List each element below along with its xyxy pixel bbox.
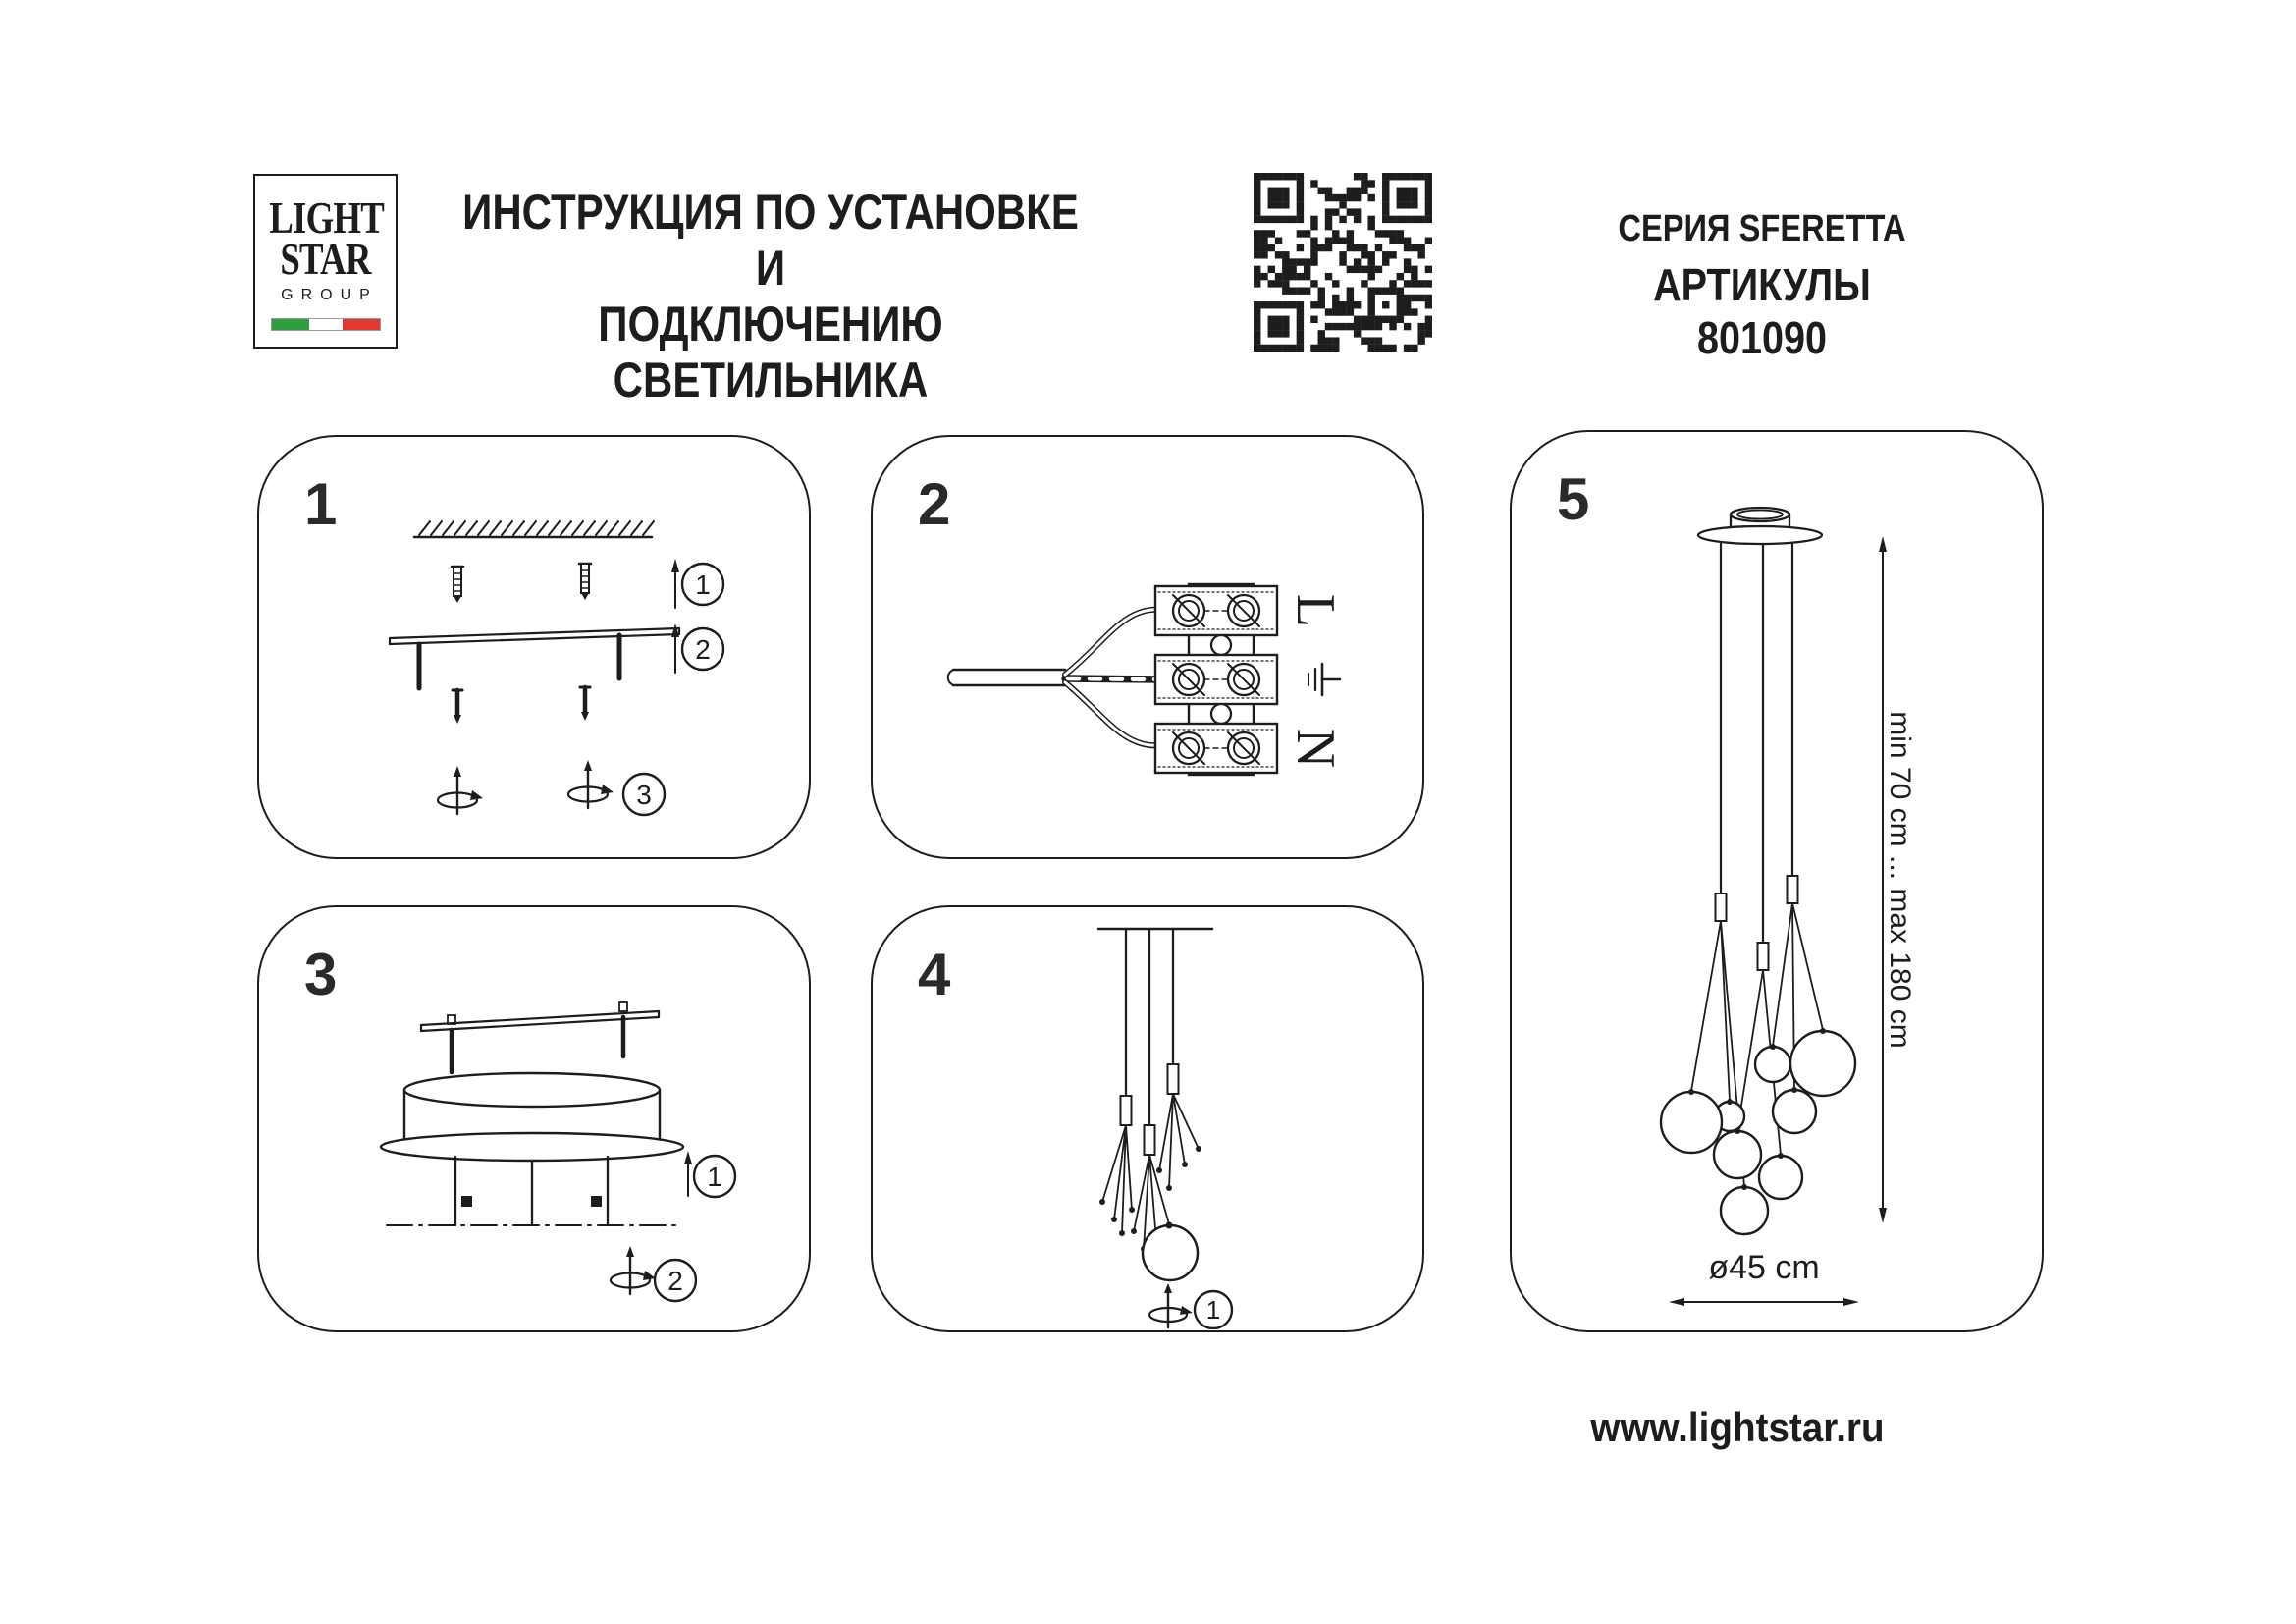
screw-left <box>453 690 462 724</box>
terminal-hole <box>1211 635 1231 655</box>
cord-grip <box>1788 876 1798 903</box>
website-url: www.lightstar.ru <box>1590 1404 1885 1450</box>
italian-flag-icon <box>271 318 381 331</box>
page-title <box>457 185 1084 408</box>
step-1-badge <box>694 1156 735 1197</box>
canopy-plate <box>381 1133 683 1161</box>
articles-label: АРТИКУЛЫ 801090 <box>1653 259 1871 363</box>
panel-4-number: 4 <box>918 942 951 1007</box>
suspension-cables <box>1716 543 1798 970</box>
svg-text:1: 1 <box>1205 1295 1221 1325</box>
ceiling-hatch <box>414 521 654 537</box>
logo-word-group: GROUP <box>281 286 378 303</box>
suspension-cord-left <box>1099 929 1135 1236</box>
neutral-wire <box>1065 682 1161 745</box>
screwdriver-icon <box>611 1246 656 1294</box>
step-3-badge <box>623 774 665 815</box>
panel-2-diagram <box>873 437 1421 856</box>
panel-step-3-canopy-mounting <box>257 905 811 1332</box>
sphere-socket <box>1166 1222 1173 1229</box>
step-2-badge <box>682 628 723 670</box>
diameter-dimension <box>1669 1249 1859 1306</box>
panel-step-2-wiring <box>871 435 1424 859</box>
panel-step-5-final-view <box>1510 430 2044 1332</box>
arrow-up-icon <box>671 559 679 608</box>
panel-4-diagram <box>873 907 1421 1329</box>
panel-3-number: 3 <box>304 942 338 1007</box>
qr-code <box>1254 173 1432 352</box>
arrow-up-icon <box>684 1151 692 1196</box>
canopy <box>1698 508 1822 544</box>
mounting-bracket <box>421 1002 659 1072</box>
live-wire <box>1065 610 1161 675</box>
height-range-label: min 70 cm ... max 180 cm <box>1884 711 1916 1049</box>
cord-grip <box>1716 893 1727 921</box>
set-screw <box>461 1196 472 1207</box>
panel-step-4-shade-installation <box>871 905 1424 1332</box>
svg-text:1: 1 <box>695 569 711 600</box>
screwdriver-icon <box>568 760 614 808</box>
mains-cable <box>948 670 1065 685</box>
terminal-section-L <box>1155 586 1277 635</box>
series-label: СЕРИЯ SFERETTA <box>1618 208 1906 249</box>
svg-text:3: 3 <box>636 780 652 810</box>
title-line-2: ПОДКЛЮЧЕНИЮ СВЕТИЛЬНИКА <box>598 297 943 407</box>
cord-grip <box>1758 943 1769 970</box>
suspension-cord-middle <box>1131 929 1169 1256</box>
screwdriver-icon <box>1149 1283 1193 1327</box>
svg-text:1: 1 <box>707 1162 722 1192</box>
height-dimension <box>1879 536 1916 1223</box>
set-screw <box>591 1196 602 1207</box>
sphere-cluster <box>1661 1031 1855 1234</box>
panel-2-number: 2 <box>918 471 951 537</box>
terminal-hole <box>1211 704 1231 724</box>
panel-1-number: 1 <box>304 471 338 537</box>
earth-wire <box>1065 678 1163 679</box>
title-line-1: ИНСТРУКЦИЯ ПО УСТАНОВКЕ И <box>462 185 1079 296</box>
glass-sphere <box>1143 1225 1198 1280</box>
lightstar-logo <box>253 174 398 349</box>
logo-word-star: STAR <box>280 234 371 285</box>
panel-5-number: 5 <box>1557 466 1590 532</box>
step-1-badge <box>682 564 723 605</box>
flag-white-stripe <box>309 319 343 330</box>
wall-anchor-left <box>452 567 463 603</box>
logo-word-light: LIGHT <box>269 192 384 243</box>
panel-1-diagram <box>259 437 808 856</box>
svg-text:2: 2 <box>667 1266 683 1296</box>
flag-red-stripe <box>343 319 380 330</box>
terminal-section-earth <box>1155 655 1277 704</box>
earth-symbol-icon <box>1308 664 1340 695</box>
arrow-up-icon <box>671 623 679 673</box>
step-2-badge <box>655 1260 696 1301</box>
flag-green-stripe <box>272 319 309 330</box>
suspension-cord-right <box>1156 929 1201 1191</box>
product-info <box>1566 208 1958 364</box>
screw-right <box>580 687 590 721</box>
svg-text:2: 2 <box>695 634 711 665</box>
mounting-bracket <box>390 628 679 688</box>
screwdriver-icon <box>438 766 483 814</box>
diameter-label: ø45 cm <box>1708 1249 1820 1286</box>
panel-5-diagram <box>1512 432 2041 1329</box>
label-L: L <box>1285 593 1346 628</box>
step-1-badge <box>1195 1291 1232 1328</box>
panel-3-diagram <box>259 907 808 1329</box>
wall-anchor-right <box>579 564 591 600</box>
panel-step-1-ceiling-drilling <box>257 435 811 859</box>
qr-code-svg <box>1254 173 1432 352</box>
terminal-block <box>1155 584 1277 775</box>
canopy-legs <box>455 1157 608 1225</box>
terminal-section-N <box>1155 724 1277 773</box>
label-N: N <box>1285 728 1346 769</box>
